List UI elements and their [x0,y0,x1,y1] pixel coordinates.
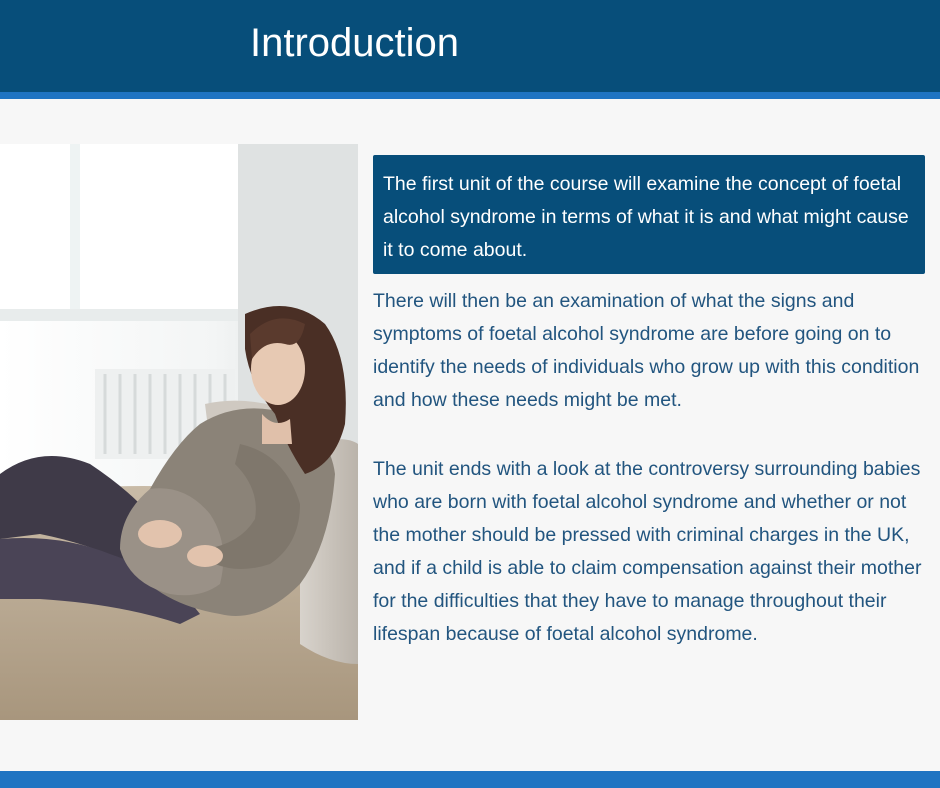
intro-highlight-box [373,155,925,274]
pregnant-woman-photo [0,144,358,720]
page-title: Introduction [250,21,460,65]
footer-accent-stripe [0,771,940,788]
header-accent-stripe [0,92,940,99]
intro-paragraph-1: There will then be an examination of what the signs and symptoms of foetal alcohol syndrome are before going on to identify the needs of individuals who grow up with this condition and how these needs might be met. [373,290,920,411]
page-header [0,0,940,92]
intro-highlight-text: The first unit of the course will examine the concept of foetal alcohol syndrome in terms of what it is and what might cause it to come about. [383,173,909,261]
intro-paragraph-2: The unit ends with a look at the controversy surrounding babies who are born with foetal alcohol syndrome and whether or not the mother should be pressed with criminal charges in the UK, and if a child is able to claim compensation against their mother for the difficulties that they have to manage throughout their lifespan because of foetal alcohol syndrome. [373,458,922,645]
